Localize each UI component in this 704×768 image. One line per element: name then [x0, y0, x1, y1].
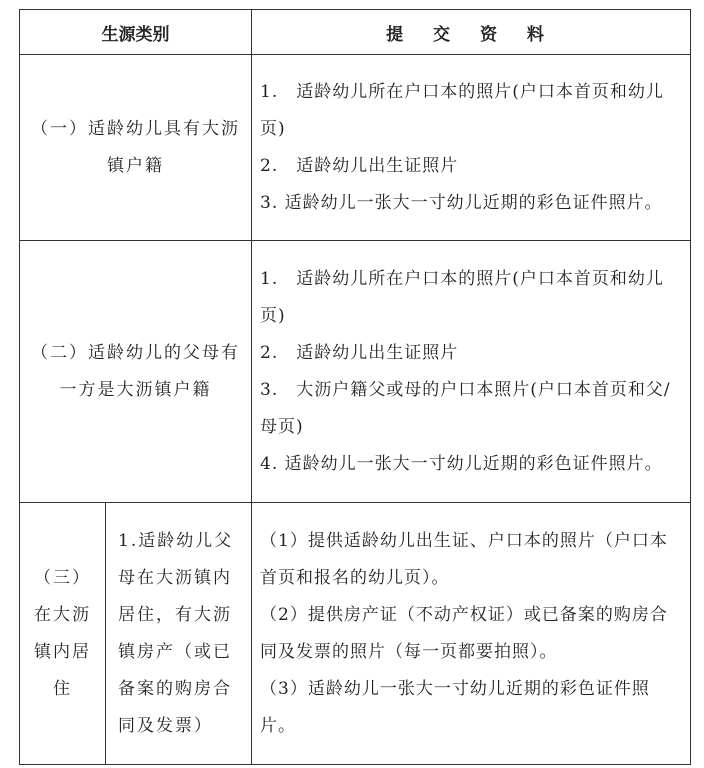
- condition-cell: 1.适龄幼儿父母在大沥镇内居住，有大沥镇房产（或已备案的购房合同及发票）: [106, 503, 252, 765]
- category-cell: （一）适龄幼儿具有大沥镇户籍: [20, 55, 252, 241]
- table-row: [20, 55, 691, 241]
- table-row: [20, 503, 691, 765]
- document-item: 4. 适龄幼儿一张大一寸幼儿近期的彩色证件照片。: [260, 453, 663, 474]
- documents-cell: [252, 503, 691, 765]
- document-item: 2. 适龄幼儿出生证照片: [260, 155, 459, 176]
- table-header-row: [20, 10, 691, 55]
- document-item: 1. 适龄幼儿所在户口本的照片(户口本首页和幼儿页): [260, 268, 664, 326]
- admission-documents-table: [19, 9, 691, 765]
- category-cell: （三）在大沥镇内居住: [20, 503, 106, 765]
- documents-cell: [252, 55, 691, 241]
- header-category: 生源类别: [20, 10, 252, 55]
- document-item: 2. 适龄幼儿出生证照片: [260, 342, 459, 363]
- document-item: （1）提供适龄幼儿出生证、户口本的照片（户口本首页和报名的幼儿页）。: [260, 530, 668, 588]
- document-item: （2）提供房产证（不动产权证）或已备案的购房合同及发票的照片（每一页都要拍照）。: [260, 604, 668, 662]
- documents-cell: [252, 241, 691, 503]
- header-documents: 提 交 资 料: [252, 10, 691, 55]
- table-row: [20, 241, 691, 503]
- category-cell: （二）适龄幼儿的父母有一方是大沥镇户籍: [20, 241, 252, 503]
- document-item: （3）适龄幼儿一张大一寸幼儿近期的彩色证件照片。: [260, 678, 650, 736]
- document-item: 1. 适龄幼儿所在户口本的照片(户口本首页和幼儿页): [260, 81, 664, 139]
- document-item: 3. 适龄幼儿一张大一寸幼儿近期的彩色证件照片。: [260, 192, 663, 213]
- document-item: 3. 大沥户籍父或母的户口本照片(户口本首页和父/母页): [260, 379, 671, 437]
